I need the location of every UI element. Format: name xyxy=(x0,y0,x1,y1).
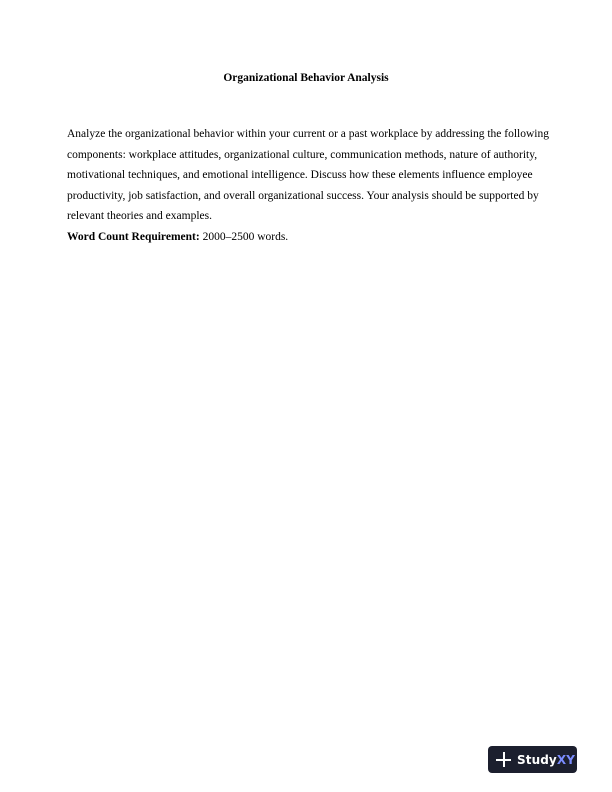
brand-name xyxy=(517,753,575,767)
document-title: Organizational Behavior Analysis xyxy=(223,72,389,84)
plus-icon xyxy=(496,752,511,767)
requirement-label: Word Count Requirement: xyxy=(67,230,200,243)
studyxy-badge[interactable] xyxy=(488,746,577,773)
brand-accent: XY xyxy=(556,752,575,767)
requirement-value: 2000–2500 words. xyxy=(199,230,289,243)
prompt-paragraph: Analyze the organizational behavior within your current or a past workplace by addressing the following components: workplace attitudes, organizational culture, communication methods, nature of authority, motivational techniques, and emotional intelligence. Discuss how these elements influence employee productivity, job satisfaction, and overall organizational success. Your analysis should be supported by relevant theories and examples. xyxy=(67,128,550,222)
word-count-requirement xyxy=(67,227,549,248)
document-body xyxy=(67,124,549,247)
brand-main: Study xyxy=(517,752,557,767)
